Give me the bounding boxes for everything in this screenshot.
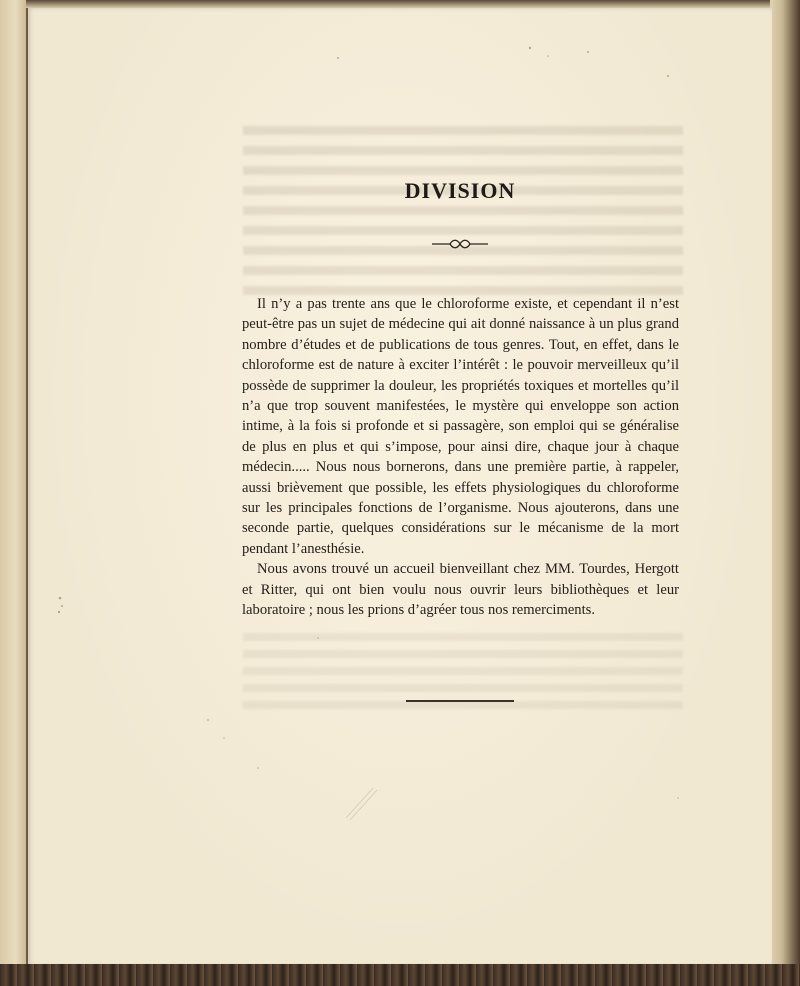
section-title: DIVISION [404,178,516,203]
horizontal-rule [406,700,514,702]
book-edge-right [770,0,800,986]
paragraph: Il n’y a pas trente ans que le chloroforme existe, et cependant il n’est peut-être pas un sujet de médecine qui ait donné naissance à un plus grand nombre d’études et de publications de tous genres. Tout, en effet, dans le chloroforme est de nature à exciter l’intérêt : le pouvoir merveilleux qu’il possède de supprimer la douleur, les propriétés toxiques et mortelles qu’il n’a que trop souvent manifestées, le mystère qui enveloppe son action intime, à la fois si profonde et si passagère, son emploi qui se généralise de plus en plus et qui s’impose, pour ainsi dire, chaque jour à chaque médecin..... Nous nous bornerons, dans une première partie, à rappeler, aussi brièvement que possible, les effets physiologiques du chloroforme sur les principales fonctions de l’organisme. Nous ajouterons, dans une seconde partie, quelques considérations sur le mécanisme de la mort pendant l’anesthésie. [242,296,679,557]
body-text [242,294,679,621]
book-binding-left [0,0,26,986]
book-edge-bottom [0,964,800,986]
title-ornament [432,238,488,250]
paragraph: Nous avons trouvé un accueil bienveillant chez MM. Tourdes, Hergott et Ritter, qui ont bien voulu nous ouvrir leurs bibliothèques et leur laboratoire ; nous les prions d’agréer tous nos remerciments. [242,561,679,619]
page-top-edge [0,0,800,8]
